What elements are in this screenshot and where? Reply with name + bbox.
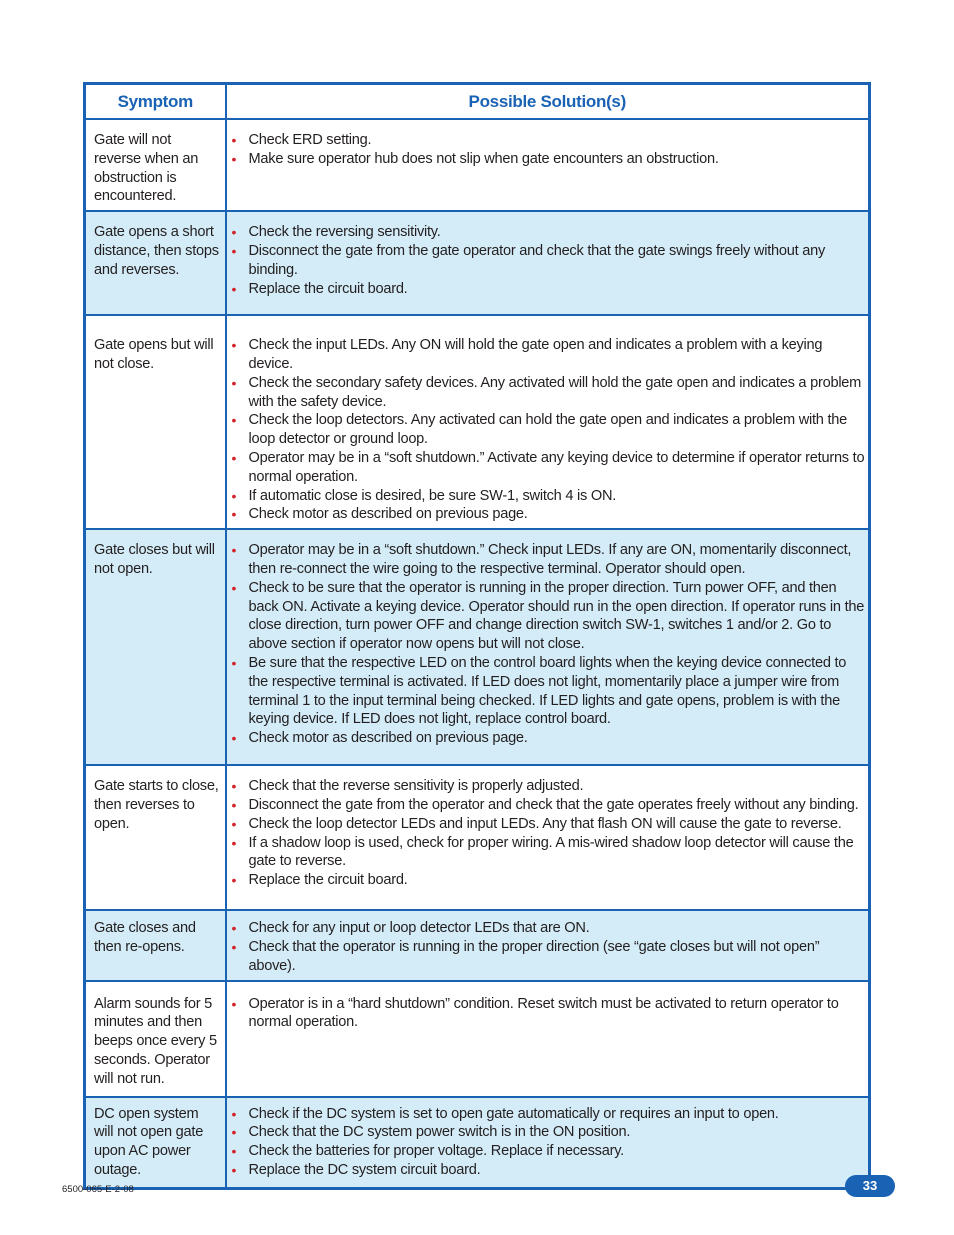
table-header-row <box>85 84 870 120</box>
bullet-icon: • <box>231 412 237 429</box>
solution-item: • Check that the DC system power switch is in the ON position. <box>231 1124 631 1141</box>
symptom-header: Symptom <box>85 84 226 120</box>
bullet-icon: • <box>231 337 237 354</box>
solutions-cell <box>226 765 870 910</box>
bullet-icon: • <box>231 374 237 391</box>
solutions-cell <box>226 529 870 765</box>
solution-item: • Check motor as described on previous page. <box>231 730 528 747</box>
table-row <box>85 119 870 211</box>
solution-item: • Replace the circuit board. <box>231 872 408 889</box>
bullet-icon: • <box>231 995 237 1012</box>
symptom-cell: Gate closes and then re-opens. <box>85 910 226 980</box>
bullet-icon: • <box>231 815 237 832</box>
troubleshooting-table <box>83 82 871 1190</box>
solution-item: • Replace the DC system circuit board. <box>231 1161 481 1178</box>
solution-item: • Check the loop detector LEDs and input LEDs. Any that flash ON will cause the gate to reverse. <box>231 815 842 832</box>
solution-item: • Check for any input or loop detector LEDs that are ON. <box>231 920 590 937</box>
bullet-icon: • <box>231 506 237 523</box>
table-row <box>85 981 870 1097</box>
table-row <box>85 910 870 980</box>
table-row <box>85 315 870 529</box>
bullet-icon: • <box>231 920 237 937</box>
table-row <box>85 765 870 910</box>
bullet-icon: • <box>231 1105 237 1122</box>
bullet-icon: • <box>231 872 237 889</box>
bullet-icon: • <box>231 542 237 559</box>
table-row <box>85 211 870 315</box>
solution-item: • Check motor as described on previous page. <box>231 506 528 523</box>
bullet-icon: • <box>231 242 237 259</box>
bullet-icon: • <box>231 778 237 795</box>
solution-item: • Check to be sure that the operator is running in the proper direction. Turn power OFF, and then back ON. Activate a keying device. Operator should run in the open direction. If operator runs in the close direction, turn power OFF and change direction switch SW-1, switches 1 and/or 2. Go to above section if operator now opens but will not close. <box>231 579 865 653</box>
symptom-cell: Gate opens a short distance, then stops and reverses. <box>85 211 226 315</box>
solutions-header: Possible Solution(s) <box>226 84 870 120</box>
solutions-cell <box>226 315 870 529</box>
solution-item: • Operator may be in a “soft shutdown.” Activate any keying device to determine if operator returns to normal operation. <box>231 449 865 485</box>
solution-item: • Replace the circuit board. <box>231 280 408 297</box>
solutions-cell <box>226 211 870 315</box>
bullet-icon: • <box>231 150 237 167</box>
solution-item: • Check that the operator is running in the proper direction (see “gate closes but will not open” above). <box>231 938 820 974</box>
solution-item: • Check ERD setting. <box>231 132 372 148</box>
solution-item: • Disconnect the gate from the gate operator and check that the gate swings freely without any binding. <box>231 242 826 278</box>
table-row <box>85 529 870 765</box>
solution-item: • Check if the DC system is set to open gate automatically or requires an input to open. <box>231 1105 779 1122</box>
solution-item: • Check the loop detectors. Any activated can hold the gate open and indicates a problem with the loop detector or ground loop. <box>231 412 848 448</box>
solution-item: • Make sure operator hub does not slip when gate encounters an obstruction. <box>231 150 719 167</box>
bullet-icon: • <box>231 1124 237 1141</box>
bullet-icon: • <box>231 449 237 466</box>
solutions-cell <box>226 119 870 211</box>
table-row <box>85 1097 870 1189</box>
bullet-icon: • <box>231 730 237 747</box>
bullet-icon: • <box>231 579 237 596</box>
solution-item: • Operator is in a “hard shutdown” condition. Reset switch must be activated to return operator to normal operation. <box>231 995 839 1031</box>
bullet-icon: • <box>231 224 237 241</box>
bullet-icon: • <box>231 938 237 955</box>
solution-item: • Check the reversing sensitivity. <box>231 224 441 241</box>
bullet-icon: • <box>231 1161 237 1178</box>
solution-item: • Disconnect the gate from the operator and check that the gate operates freely without any binding. <box>231 796 859 813</box>
bullet-icon: • <box>231 654 237 671</box>
solution-item: • If automatic close is desired, be sure SW-1, switch 4 is ON. <box>231 487 617 504</box>
bullet-icon: • <box>231 132 237 148</box>
solution-item: • Check the input LEDs. Any ON will hold the gate open and indicates a problem with a keying device. <box>231 337 823 372</box>
solution-item: • Be sure that the respective LED on the control board lights when the keying device connected to the respective terminal is activated. If LED does not light, momentarily place a jumper wire from terminal 1 to the input terminal being checked. If LED lights and gate opens, problem is with the keying device. If LED does not light, replace control board. <box>231 654 847 728</box>
symptom-cell: Gate opens but will not close. <box>85 315 226 529</box>
solution-item: • Check the batteries for proper voltage. Replace if necessary. <box>231 1143 624 1160</box>
solution-item: • Operator may be in a “soft shutdown.” Check input LEDs. If any are ON, momentarily disconnect, then re-connect the wire going to the respective terminal. Operator should open. <box>231 542 852 577</box>
solutions-cell <box>226 1097 870 1189</box>
document-code: 6500-065-E-2-08 <box>62 1184 134 1195</box>
bullet-icon: • <box>231 1143 237 1160</box>
bullet-icon: • <box>231 796 237 813</box>
bullet-icon: • <box>231 487 237 504</box>
bullet-icon: • <box>231 834 237 851</box>
symptom-cell: Gate will not reverse when an obstruction is encountered. <box>85 119 226 211</box>
solutions-cell <box>226 910 870 980</box>
solution-item: • Check that the reverse sensitivity is properly adjusted. <box>231 778 584 795</box>
symptom-cell: DC open system will not open gate upon AC power outage. <box>85 1097 226 1189</box>
solution-item: • Check the secondary safety devices. Any activated will hold the gate open and indicates a problem with the safety device. <box>231 374 862 410</box>
symptom-cell: Gate starts to close, then reverses to open. <box>85 765 226 910</box>
symptom-cell: Gate closes but will not open. <box>85 529 226 765</box>
symptom-cell: Alarm sounds for 5 minutes and then beeps once every 5 seconds. Operator will not run. <box>85 981 226 1097</box>
bullet-icon: • <box>231 280 237 297</box>
solutions-cell <box>226 981 870 1097</box>
page-number-badge: 33 <box>845 1175 895 1197</box>
solution-item: • If a shadow loop is used, check for proper wiring. A mis-wired shadow loop detector will cause the gate to reverse. <box>231 834 854 870</box>
